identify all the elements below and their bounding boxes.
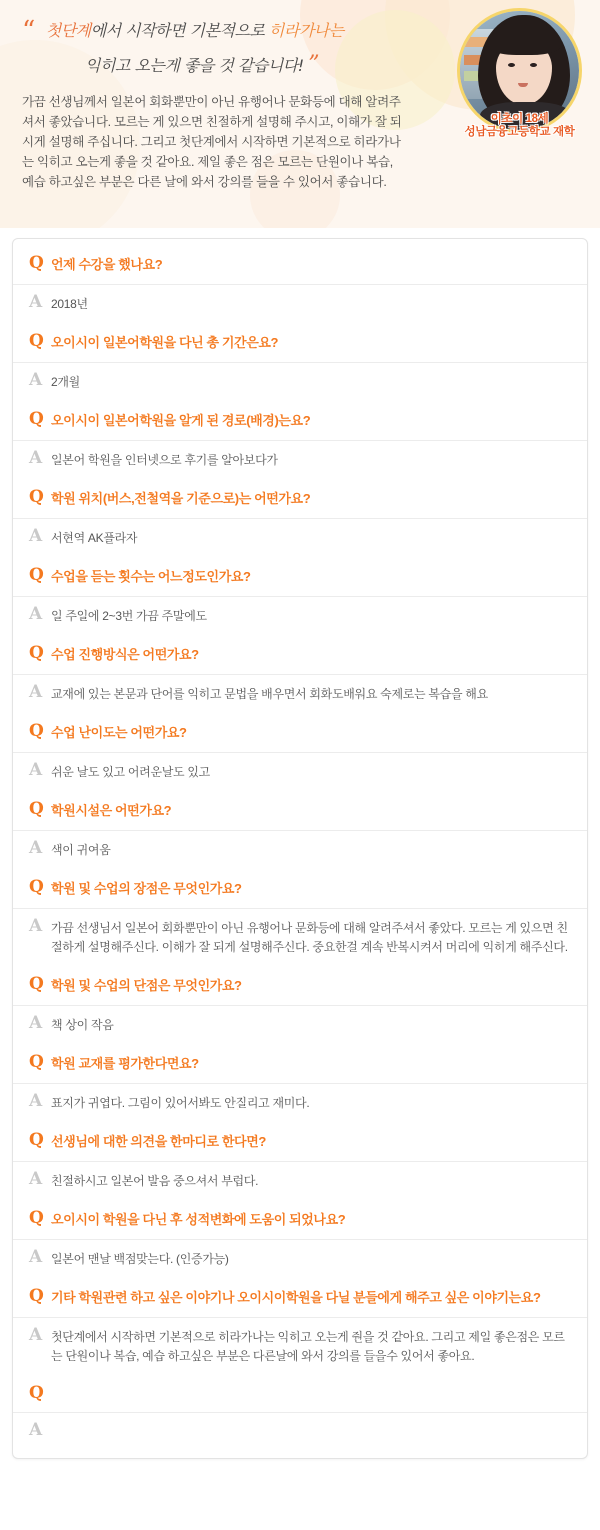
answer-text: 서현역 AK플라자 <box>51 531 138 545</box>
answer-mark-icon: A <box>29 292 43 312</box>
quote-line-2-text: 익히고 오는게 좋을 것 같습니다! <box>84 56 304 75</box>
answer-text: 책 상이 작음 <box>51 1018 114 1032</box>
question-text: 수업 진행방식은 어떤가요? <box>51 647 199 662</box>
answer-row <box>13 1083 587 1122</box>
qa-item <box>13 245 587 323</box>
answer-text: 쉬운 날도 있고 어려운날도 있고 <box>51 765 210 779</box>
qa-item <box>13 323 587 401</box>
question-text: 수업을 듣는 횟수는 어느정도인가요? <box>51 569 251 584</box>
question-mark-icon: Q <box>29 1052 44 1072</box>
question-text: 오이시이 학원을 다닌 후 성적변화에 도움이 되었나요? <box>51 1212 346 1227</box>
answer-row <box>13 362 587 401</box>
answer-text: 친절하시고 일본어 발음 중으셔서 부럽다. <box>51 1174 259 1188</box>
answer-text: 일본어 맨날 백점맞는다. (인증가능) <box>51 1252 229 1266</box>
question-mark-icon: Q <box>29 721 44 741</box>
qa-item <box>13 1200 587 1278</box>
student-name-age: 이초이 18세 <box>490 113 549 125</box>
question-mark-icon: Q <box>29 643 44 663</box>
photo-eye-left <box>508 63 515 67</box>
answer-row <box>13 284 587 323</box>
question-mark-icon: Q <box>29 409 44 429</box>
question-mark-icon: Q <box>29 331 44 351</box>
question-text: 학원 위치(버스,전철역을 기준으로)는 어떤가요? <box>51 491 311 506</box>
headline-quote <box>22 18 422 77</box>
answer-mark-icon: A <box>29 1013 43 1033</box>
question-row <box>13 1122 587 1161</box>
answer-row <box>13 752 587 791</box>
qa-item <box>13 401 587 479</box>
qa-item <box>13 1278 587 1375</box>
answer-mark-icon: A <box>29 682 43 702</box>
question-row <box>13 1375 587 1412</box>
answer-mark-icon: A <box>29 760 43 780</box>
qa-item <box>13 1122 587 1200</box>
answer-mark-icon: A <box>29 1325 43 1345</box>
answer-text: 일본어 학원을 인터넷으로 후기를 알아보다가 <box>51 453 278 467</box>
question-row <box>13 1200 587 1239</box>
answer-mark-icon: A <box>29 1247 43 1267</box>
question-row <box>13 245 587 284</box>
answer-mark-icon: A <box>29 1091 43 1111</box>
question-row <box>13 557 587 596</box>
answer-text: 교재에 있는 본문과 단어를 익히고 문법을 배우면서 회화도배워요 숙제로는 복습을 해요 <box>51 687 488 701</box>
qa-item <box>13 1044 587 1122</box>
question-row <box>13 323 587 362</box>
question-mark-icon: Q <box>29 1130 44 1150</box>
answer-row <box>13 596 587 635</box>
student-photo <box>457 8 582 138</box>
answer-text: 가끔 선생님서 일본어 회화뿐만이 아닌 유행어나 문화등에 대해 알려주셔서 좋았다. 모르는 게 있으면 친절하게 설명해주신다. 이해가 잘 되게 설명해주신다. 중요한걸 계속 반복시켜서 머리에 익히게 해주신다. <box>51 921 568 954</box>
answer-row <box>13 1317 587 1375</box>
question-text: 기타 학원관련 하고 싶은 이야기나 오이시이학원을 다닐 분들에게 해주고 싶은 이야기는요? <box>51 1290 541 1305</box>
answer-row <box>13 830 587 869</box>
student-school: 성남금융고등학교 재학 <box>464 126 575 138</box>
question-mark-icon: Q <box>29 253 44 273</box>
quote-line-1-mid: 에서 시작하면 기본적으로 <box>90 21 269 40</box>
qa-item <box>13 869 587 966</box>
answer-row <box>13 908 587 966</box>
answer-mark-icon: A <box>29 448 43 468</box>
qa-panel <box>12 238 588 1459</box>
question-row <box>13 713 587 752</box>
answer-text: 표지가 귀엽다. 그림이 있어서봐도 안질리고 재미다. <box>51 1096 310 1110</box>
answer-text: 첫단계에서 시작하면 기본적으로 히라가나는 익히고 오는게 줜을 것 같아요. 그리고 제일 좋은점은 모르는 단원이나 복습, 예습 하고싶은 부분은 다른날에 와서 강의를 들을수 있어서 좋아요. <box>51 1330 565 1363</box>
answer-row <box>13 674 587 713</box>
answer-mark-icon: A <box>29 604 43 624</box>
question-mark-icon: Q <box>29 1286 44 1306</box>
qa-item <box>13 713 587 791</box>
answer-row <box>13 440 587 479</box>
question-row <box>13 635 587 674</box>
answer-text: 일 주일에 2~3번 가끔 주말에도 <box>51 609 207 623</box>
question-text: 수업 난이도는 어떤가요? <box>51 725 187 740</box>
answer-row <box>13 1412 587 1448</box>
question-row <box>13 401 587 440</box>
photo-eye-right <box>530 63 537 67</box>
quote-close-mark: ” <box>308 52 320 77</box>
answer-row <box>13 1161 587 1200</box>
answer-mark-icon: A <box>29 838 43 858</box>
quote-open-mark: “ <box>22 16 36 46</box>
answer-text: 2개월 <box>51 375 80 389</box>
answer-mark-icon: A <box>29 1169 43 1189</box>
question-mark-icon: Q <box>29 1383 44 1403</box>
photo-caption <box>443 113 596 139</box>
question-row <box>13 1044 587 1083</box>
qa-item <box>13 479 587 557</box>
answer-mark-icon: A <box>29 916 43 936</box>
question-mark-icon: Q <box>29 487 44 507</box>
review-header <box>0 0 600 228</box>
qa-item <box>13 791 587 869</box>
intro-paragraph: 가끔 선생님께서 일본어 회화뿐만이 아닌 유행어나 문화등에 대해 알려주셔서 좋았습니다. 모르는 게 있으면 친절하게 설명해 주시고, 이해가 잘 되시게 설명해 주십니다. 그리고 첫단계에서 시작하면 기본적으로 히라가나는 익히고 오는게 좋을 것 같아요. 제일 좋은 점은 모르는 단원이나 복습, 예습 하고싶은 부분은 다른 날에 와서 강의를 들을 수 있어서 좋습니다. <box>22 95 402 189</box>
question-text: 오이시이 일본어학원을 다닌 총 기간은요? <box>51 335 279 350</box>
answer-row <box>13 518 587 557</box>
quote-line-1 <box>46 21 344 40</box>
answer-row <box>13 1239 587 1278</box>
question-row <box>13 791 587 830</box>
quote-emphasis-hiragana: 히라가나는 <box>268 21 344 40</box>
question-mark-icon: Q <box>29 565 44 585</box>
question-text: 선생님에 대한 의견을 한마디로 한다면? <box>51 1134 266 1149</box>
question-mark-icon: Q <box>29 877 44 897</box>
answer-mark-icon: A <box>29 370 43 390</box>
question-text: 학원 교재를 평가한다면요? <box>51 1056 199 1071</box>
question-text: 학원 및 수업의 장점은 무엇인가요? <box>51 881 242 896</box>
question-text: 학원시설은 어떤가요? <box>51 803 172 818</box>
question-row <box>13 1278 587 1317</box>
question-mark-icon: Q <box>29 1208 44 1228</box>
question-row <box>13 479 587 518</box>
question-text: 학원 및 수업의 단점은 무엇인가요? <box>51 978 242 993</box>
answer-mark-icon: A <box>29 1420 43 1440</box>
answer-text: 2018년 <box>51 297 88 311</box>
question-text: 언제 수강을 했나요? <box>51 257 163 272</box>
question-text: 오이시이 일본어학원을 알게 된 경로(배경)는요? <box>51 413 311 428</box>
question-mark-icon: Q <box>29 974 44 994</box>
question-row <box>13 869 587 908</box>
answer-mark-icon: A <box>29 526 43 546</box>
question-row <box>13 966 587 1005</box>
answer-row <box>13 1005 587 1044</box>
qa-item <box>13 635 587 713</box>
qa-item <box>13 966 587 1044</box>
quote-emphasis-start: 첫단계 <box>45 21 91 40</box>
quote-line-2 <box>22 52 422 77</box>
qa-item <box>13 557 587 635</box>
qa-item <box>13 1375 587 1448</box>
answer-text: 색이 귀여움 <box>51 843 111 857</box>
question-mark-icon: Q <box>29 799 44 819</box>
